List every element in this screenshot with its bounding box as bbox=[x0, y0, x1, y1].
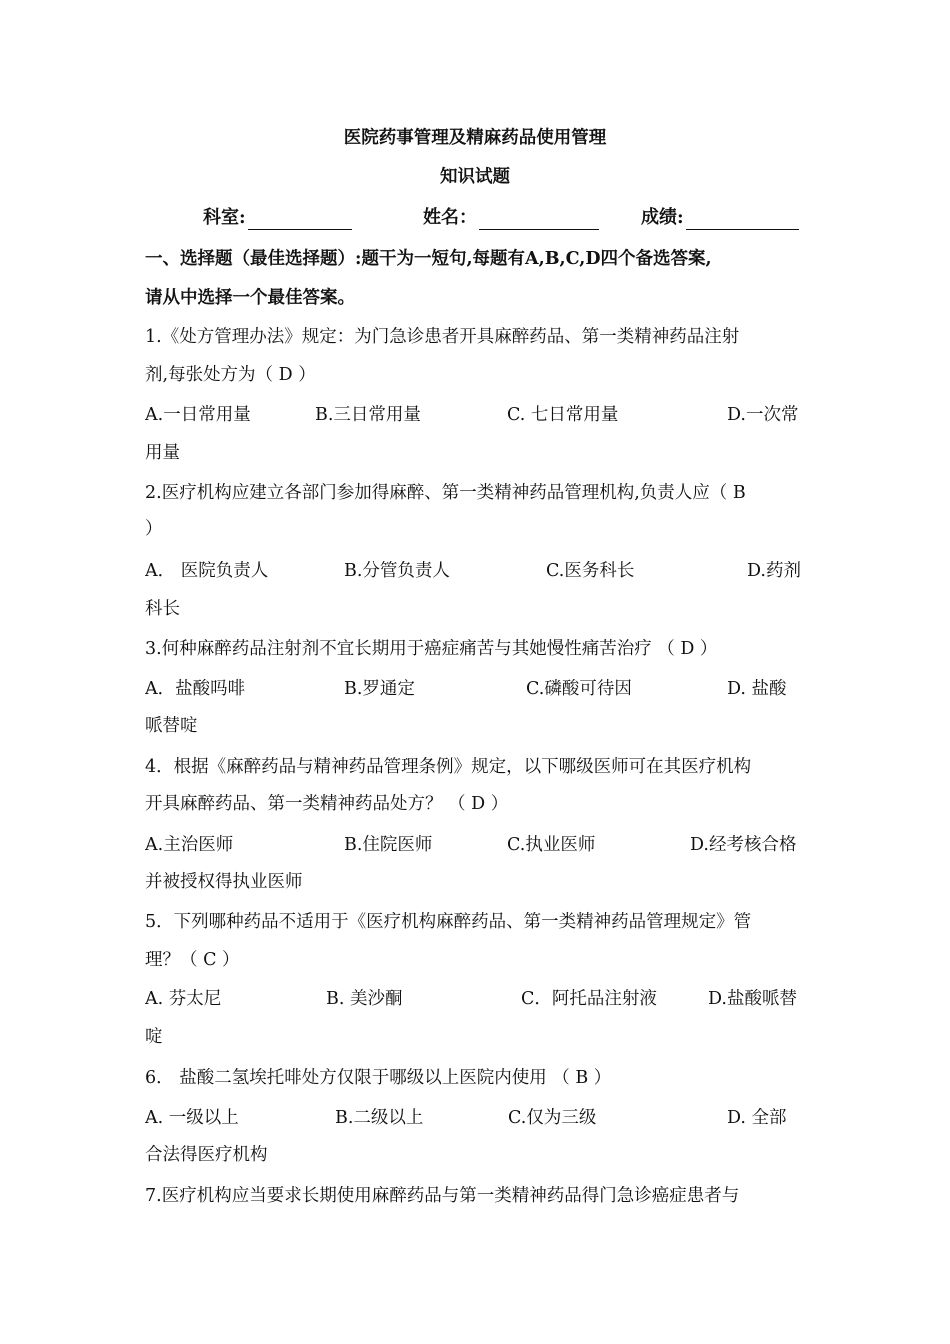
question-options bbox=[145, 833, 810, 857]
name-label: 姓名： bbox=[423, 207, 477, 228]
question-stem: 7.医疗机构应当要求长期使用麻醉药品与第一类精神药品得门急诊癌症患者与 bbox=[145, 1186, 740, 1206]
option-c: C.医务科长 bbox=[546, 561, 635, 581]
option-a: A． 医院负责人 bbox=[145, 561, 269, 581]
option-continuation: 用量 bbox=[145, 443, 180, 463]
option-c: C.磷酸可待因 bbox=[526, 679, 632, 699]
section-heading-cont: 请从中选择一个最佳答案。 bbox=[145, 288, 355, 308]
question-stem: 3.何种麻醉药品注射剂不宜长期用于癌症痛苦与其她慢性痛苦治疗 （ D ） bbox=[145, 639, 718, 659]
name-field bbox=[423, 206, 599, 230]
option-d: D. 盐酸 bbox=[727, 679, 787, 699]
question-options bbox=[145, 559, 810, 583]
score-field bbox=[641, 206, 799, 230]
document-subtitle: 知识试题 bbox=[440, 167, 510, 187]
option-continuation: 科长 bbox=[145, 599, 180, 619]
question-stem: 2.医疗机构应建立各部门参加得麻醉、第一类精神药品管理机构,负责人应（ B bbox=[145, 483, 746, 503]
option-a: A.一日常用量 bbox=[145, 405, 251, 425]
option-a: A.主治医师 bbox=[145, 835, 234, 855]
option-d: D.一次常 bbox=[727, 405, 799, 425]
question-stem: 4．根据《麻醉药品与精神药品管理条例》规定，以下哪级医师可在其医疗机构 bbox=[145, 757, 752, 777]
question-stem: 理？（ C ） bbox=[145, 950, 240, 970]
option-d: D.经考核合格 bbox=[690, 835, 797, 855]
option-continuation: 哌替啶 bbox=[145, 716, 198, 736]
option-d: D.药剂 bbox=[747, 561, 801, 581]
department-blank bbox=[248, 209, 352, 230]
question-stem: 剂,每张处方为（ D ） bbox=[145, 365, 316, 385]
option-b: B. 美沙酮 bbox=[326, 989, 403, 1009]
option-continuation: 合法得医疗机构 bbox=[145, 1145, 268, 1165]
option-c: C．阿托品注射液 bbox=[521, 989, 657, 1009]
question-options bbox=[145, 403, 810, 427]
option-c: C.执业医师 bbox=[507, 835, 596, 855]
question-stem: 1.《处方管理办法》规定：为门急诊患者开具麻醉药品、第一类精神药品注射 bbox=[145, 327, 740, 347]
option-continuation: 啶 bbox=[145, 1027, 163, 1047]
option-continuation: 并被授权得执业医师 bbox=[145, 872, 303, 892]
question-stem: 开具麻醉药品、第一类精神药品处方？ （ D ） bbox=[145, 794, 509, 814]
score-blank bbox=[686, 209, 799, 230]
option-a: A. 芬太尼 bbox=[145, 989, 222, 1009]
option-b: B.二级以上 bbox=[335, 1108, 424, 1128]
question-stem: 5．下列哪种药品不适用于《医疗机构麻醉药品、第一类精神药品管理规定》管 bbox=[145, 912, 752, 932]
option-d: D. 全部 bbox=[727, 1108, 787, 1128]
option-a: A. 一级以上 bbox=[145, 1108, 239, 1128]
option-b: B.三日常用量 bbox=[315, 405, 421, 425]
question-options bbox=[145, 1106, 810, 1130]
score-label: 成绩: bbox=[641, 207, 684, 228]
question-stem: ） bbox=[145, 519, 163, 539]
document-title: 医院药事管理及精麻药品使用管理 bbox=[343, 128, 607, 148]
department-field bbox=[203, 206, 352, 230]
question-stem: 6． 盐酸二氢埃托啡处方仅限于哪级以上医院内使用 （ B ） bbox=[145, 1068, 612, 1088]
question-options bbox=[145, 677, 810, 701]
question-options bbox=[145, 987, 810, 1011]
name-blank bbox=[479, 209, 599, 230]
option-b: B.住院医师 bbox=[344, 835, 433, 855]
option-d: D.盐酸哌替 bbox=[708, 989, 797, 1009]
option-b: B.分管负责人 bbox=[344, 561, 450, 581]
department-label: 科室: bbox=[203, 207, 246, 228]
option-a: A．盐酸吗啡 bbox=[145, 679, 246, 699]
section-heading: 一、选择题（最佳选择题）:题干为一短句,每题有A,B,C,D四个备选答案, bbox=[145, 249, 712, 269]
option-b: B.罗通定 bbox=[344, 679, 415, 699]
option-c: C.仅为三级 bbox=[508, 1108, 597, 1128]
option-c: C. 七日常用量 bbox=[507, 405, 619, 425]
